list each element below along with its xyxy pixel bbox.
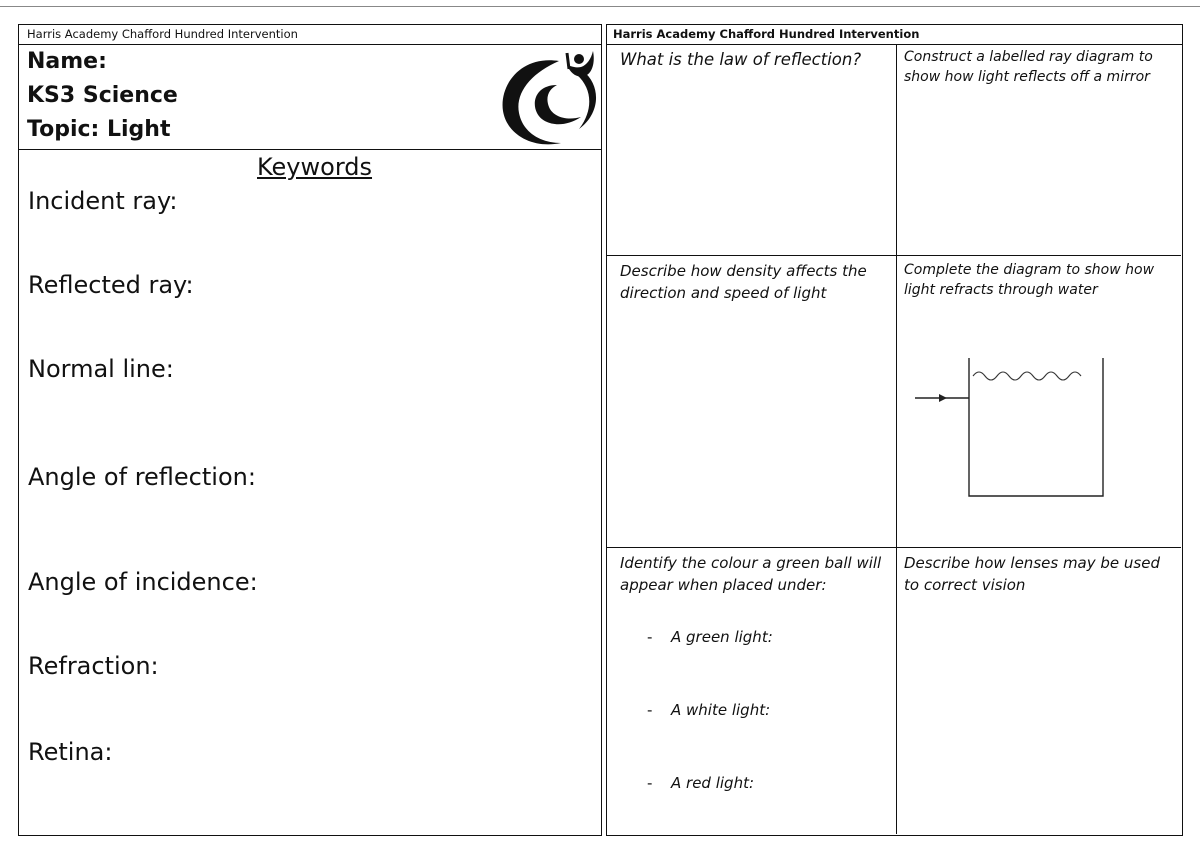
left-header: Harris Academy Chafford Hundred Intervention <box>19 25 601 45</box>
item-green-light: A green light: <box>671 628 773 646</box>
item-white-light: A white light: <box>671 701 771 719</box>
course-label: KS3 Science <box>27 83 178 108</box>
school-logo-icon <box>497 45 607 149</box>
term-normal-line: Normal line: <box>28 355 174 383</box>
water-tank-diagram <box>913 354 1113 504</box>
term-angle-of-reflection: Angle of reflection: <box>28 463 256 491</box>
topic-label: Topic: Light <box>27 117 171 142</box>
right-header: Harris Academy Chafford Hundred Intervention <box>607 25 1182 45</box>
term-incident-ray: Incident ray: <box>28 187 178 215</box>
grid-divider-row-1 <box>607 255 1181 256</box>
term-retina: Retina: <box>28 738 113 766</box>
right-worksheet-panel <box>606 24 1183 836</box>
question-refraction-diagram: Complete the diagram to show how light refracts through water <box>904 262 1155 298</box>
question-green-ball: Identify the colour a green ball will appear when placed under: <box>620 554 882 594</box>
grid-divider-row-2 <box>607 547 1181 548</box>
grid-divider-vertical <box>896 44 897 834</box>
question-density: Describe how density affects the direction and speed of light <box>620 262 867 302</box>
item-red-light: A red light: <box>671 774 755 792</box>
term-refraction: Refraction: <box>28 652 159 680</box>
bullet-dash: - <box>647 774 653 792</box>
term-reflected-ray: Reflected ray: <box>28 271 194 299</box>
question-ray-diagram: Construct a labelled ray diagram to show how light reflects off a mirror <box>904 49 1153 85</box>
page-top-edge <box>0 6 1200 7</box>
question-law-of-reflection: What is the law of reflection? <box>620 50 862 69</box>
bullet-dash: - <box>647 628 653 646</box>
student-info-block <box>19 45 601 150</box>
term-angle-of-incidence: Angle of incidence: <box>28 568 258 596</box>
question-grid <box>607 44 1181 834</box>
question-lenses: Describe how lenses may be used to correct vision <box>904 554 1160 594</box>
left-worksheet-panel <box>18 24 602 836</box>
bullet-dash: - <box>647 701 653 719</box>
keywords-title: Keywords <box>257 153 373 181</box>
name-label: Name: <box>27 49 107 74</box>
